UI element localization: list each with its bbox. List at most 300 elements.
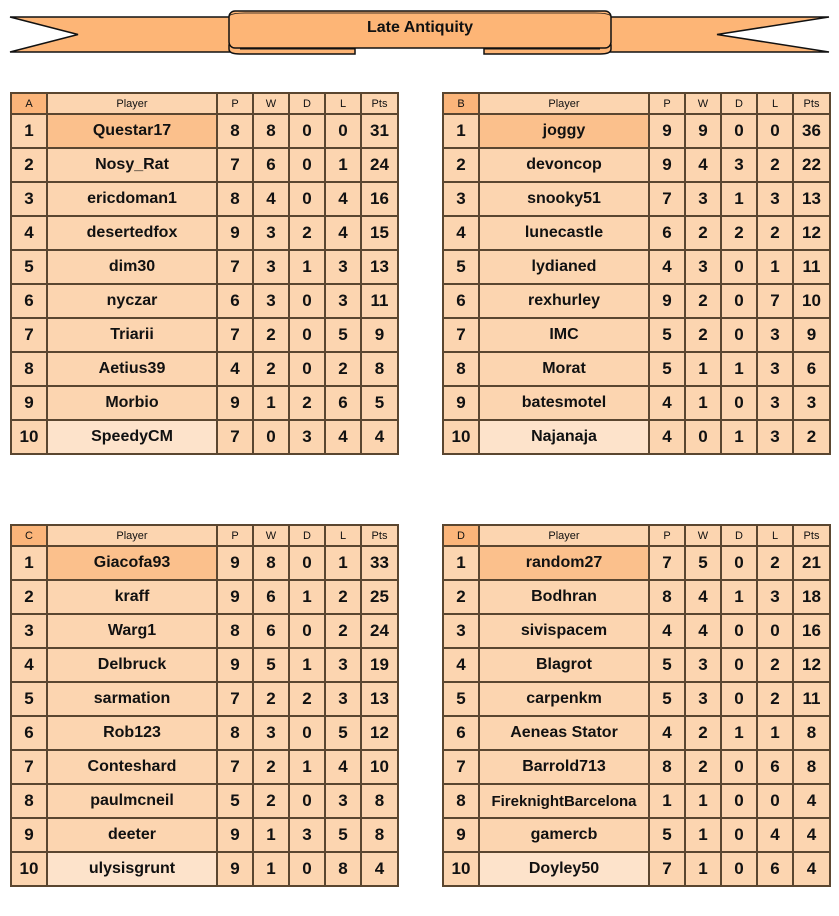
player-name: Questar17 <box>47 114 217 148</box>
played: 4 <box>217 352 253 386</box>
player-name: Barrold713 <box>479 750 649 784</box>
points: 4 <box>793 818 830 852</box>
played: 9 <box>217 818 253 852</box>
table-row <box>443 614 830 648</box>
points: 10 <box>361 750 398 784</box>
group-a-table <box>10 92 399 455</box>
lost: 2 <box>757 648 793 682</box>
lost: 4 <box>325 182 361 216</box>
player-name: Giacofa93 <box>47 546 217 580</box>
table-row <box>443 318 830 352</box>
points: 9 <box>793 318 830 352</box>
played: 8 <box>217 614 253 648</box>
played: 4 <box>649 614 685 648</box>
lost: 5 <box>325 318 361 352</box>
header-won: W <box>253 525 289 546</box>
points: 24 <box>361 148 398 182</box>
table-row <box>443 648 830 682</box>
player-name: random27 <box>479 546 649 580</box>
won: 1 <box>253 852 289 886</box>
table-row <box>11 750 398 784</box>
points: 4 <box>793 852 830 886</box>
player-name: IMC <box>479 318 649 352</box>
title-banner <box>0 0 839 60</box>
table-row <box>443 716 830 750</box>
points: 3 <box>793 386 830 420</box>
lost: 5 <box>325 818 361 852</box>
player-name: dim30 <box>47 250 217 284</box>
player-name: Morat <box>479 352 649 386</box>
rank: 2 <box>11 148 47 182</box>
played: 9 <box>217 580 253 614</box>
won: 2 <box>685 750 721 784</box>
player-name: ericdoman1 <box>47 182 217 216</box>
player-name: Blagrot <box>479 648 649 682</box>
table-row <box>11 648 398 682</box>
drawn: 1 <box>721 420 757 454</box>
won: 4 <box>685 580 721 614</box>
table-header-row <box>443 525 830 546</box>
played: 9 <box>649 284 685 318</box>
table-row <box>443 250 830 284</box>
player-name: gamercb <box>479 818 649 852</box>
drawn: 2 <box>289 386 325 420</box>
drawn: 0 <box>721 250 757 284</box>
rank: 2 <box>443 148 479 182</box>
points: 8 <box>361 784 398 818</box>
player-name: Aetius39 <box>47 352 217 386</box>
rank: 3 <box>11 614 47 648</box>
lost: 1 <box>757 250 793 284</box>
player-name: desertedfox <box>47 216 217 250</box>
table-row <box>443 216 830 250</box>
lost: 1 <box>325 546 361 580</box>
table-row <box>11 148 398 182</box>
lost: 3 <box>325 784 361 818</box>
drawn: 2 <box>289 682 325 716</box>
player-name: rexhurley <box>479 284 649 318</box>
rank: 1 <box>11 114 47 148</box>
points: 12 <box>793 216 830 250</box>
rank: 3 <box>443 614 479 648</box>
rank: 6 <box>11 284 47 318</box>
won: 9 <box>685 114 721 148</box>
lost: 6 <box>757 750 793 784</box>
table-row <box>443 750 830 784</box>
played: 7 <box>217 420 253 454</box>
header-drawn: D <box>721 525 757 546</box>
won: 3 <box>253 284 289 318</box>
header-played: P <box>649 93 685 114</box>
lost: 3 <box>757 386 793 420</box>
drawn: 0 <box>721 284 757 318</box>
points: 25 <box>361 580 398 614</box>
played: 8 <box>217 114 253 148</box>
played: 9 <box>217 648 253 682</box>
won: 2 <box>685 216 721 250</box>
table-row <box>443 852 830 886</box>
player-name: sivispacem <box>479 614 649 648</box>
rank: 1 <box>11 546 47 580</box>
played: 5 <box>649 318 685 352</box>
header-points: Pts <box>361 525 398 546</box>
header-drawn: D <box>289 525 325 546</box>
lost: 0 <box>757 614 793 648</box>
table-row <box>11 580 398 614</box>
rank: 6 <box>443 716 479 750</box>
played: 1 <box>649 784 685 818</box>
header-lost: L <box>325 525 361 546</box>
player-name: SpeedyCM <box>47 420 217 454</box>
won: 1 <box>253 386 289 420</box>
won: 2 <box>253 318 289 352</box>
header-player: Player <box>479 93 649 114</box>
won: 0 <box>685 420 721 454</box>
player-name: Triarii <box>47 318 217 352</box>
lost: 3 <box>325 682 361 716</box>
lost: 0 <box>757 114 793 148</box>
table-header-row <box>443 93 830 114</box>
won: 1 <box>685 352 721 386</box>
rank: 7 <box>11 318 47 352</box>
points: 22 <box>793 148 830 182</box>
player-name: Bodhran <box>479 580 649 614</box>
points: 5 <box>361 386 398 420</box>
header-lost: L <box>325 93 361 114</box>
player-name: Aeneas Stator <box>479 716 649 750</box>
points: 8 <box>361 818 398 852</box>
group-label: D <box>443 525 479 546</box>
rank: 10 <box>443 420 479 454</box>
lost: 2 <box>325 614 361 648</box>
points: 11 <box>793 250 830 284</box>
table-header-row <box>11 93 398 114</box>
player-name: Doyley50 <box>479 852 649 886</box>
rank: 5 <box>11 682 47 716</box>
points: 13 <box>361 682 398 716</box>
points: 11 <box>361 284 398 318</box>
drawn: 0 <box>289 352 325 386</box>
won: 6 <box>253 580 289 614</box>
won: 8 <box>253 546 289 580</box>
table-row <box>11 318 398 352</box>
lost: 6 <box>325 386 361 420</box>
player-name: ulysisgrunt <box>47 852 217 886</box>
points: 16 <box>361 182 398 216</box>
drawn: 1 <box>289 648 325 682</box>
rank: 3 <box>11 182 47 216</box>
drawn: 1 <box>289 580 325 614</box>
played: 8 <box>217 182 253 216</box>
won: 2 <box>685 318 721 352</box>
rank: 4 <box>443 648 479 682</box>
drawn: 3 <box>289 818 325 852</box>
rank: 7 <box>11 750 47 784</box>
points: 8 <box>793 716 830 750</box>
drawn: 0 <box>721 614 757 648</box>
lost: 4 <box>325 750 361 784</box>
lost: 3 <box>757 420 793 454</box>
won: 4 <box>685 614 721 648</box>
rank: 4 <box>11 216 47 250</box>
won: 6 <box>253 148 289 182</box>
played: 6 <box>649 216 685 250</box>
drawn: 0 <box>289 284 325 318</box>
player-name: Nosy_Rat <box>47 148 217 182</box>
drawn: 0 <box>289 784 325 818</box>
table-header-row <box>11 525 398 546</box>
table-row <box>11 284 398 318</box>
drawn: 0 <box>721 750 757 784</box>
points: 4 <box>361 420 398 454</box>
lost: 3 <box>757 352 793 386</box>
won: 1 <box>685 386 721 420</box>
points: 6 <box>793 352 830 386</box>
table-row <box>443 352 830 386</box>
header-played: P <box>649 525 685 546</box>
won: 3 <box>253 216 289 250</box>
played: 7 <box>217 318 253 352</box>
table-row <box>11 682 398 716</box>
points: 36 <box>793 114 830 148</box>
lost: 3 <box>757 182 793 216</box>
drawn: 0 <box>721 114 757 148</box>
drawn: 0 <box>289 318 325 352</box>
page-title: Late Antiquity <box>366 19 474 36</box>
table-row <box>11 352 398 386</box>
table-row <box>11 420 398 454</box>
drawn: 1 <box>721 580 757 614</box>
played: 7 <box>649 546 685 580</box>
drawn: 1 <box>721 716 757 750</box>
header-drawn: D <box>289 93 325 114</box>
header-played: P <box>217 93 253 114</box>
won: 1 <box>685 784 721 818</box>
lost: 3 <box>757 580 793 614</box>
played: 7 <box>217 148 253 182</box>
rank: 4 <box>11 648 47 682</box>
rank: 4 <box>443 216 479 250</box>
lost: 2 <box>757 682 793 716</box>
table-row <box>443 284 830 318</box>
won: 5 <box>685 546 721 580</box>
rank: 2 <box>443 580 479 614</box>
won: 2 <box>253 682 289 716</box>
lost: 0 <box>757 784 793 818</box>
player-name: devoncop <box>479 148 649 182</box>
header-drawn: D <box>721 93 757 114</box>
won: 6 <box>253 614 289 648</box>
won: 0 <box>253 420 289 454</box>
won: 1 <box>685 818 721 852</box>
played: 5 <box>649 682 685 716</box>
table-row <box>443 580 830 614</box>
lost: 2 <box>757 546 793 580</box>
player-name: nyczar <box>47 284 217 318</box>
played: 5 <box>217 784 253 818</box>
header-points: Pts <box>793 93 830 114</box>
lost: 3 <box>325 648 361 682</box>
player-name: paulmcneil <box>47 784 217 818</box>
lost: 2 <box>325 580 361 614</box>
player-name: lunecastle <box>479 216 649 250</box>
drawn: 2 <box>289 216 325 250</box>
header-lost: L <box>757 93 793 114</box>
points: 18 <box>793 580 830 614</box>
rank: 8 <box>11 784 47 818</box>
drawn: 0 <box>721 386 757 420</box>
rank: 9 <box>443 386 479 420</box>
points: 13 <box>361 250 398 284</box>
rank: 6 <box>11 716 47 750</box>
played: 8 <box>649 580 685 614</box>
points: 19 <box>361 648 398 682</box>
played: 4 <box>649 386 685 420</box>
rank: 7 <box>443 318 479 352</box>
player-name: deeter <box>47 818 217 852</box>
lost: 8 <box>325 852 361 886</box>
points: 4 <box>793 784 830 818</box>
won: 3 <box>685 250 721 284</box>
drawn: 1 <box>289 750 325 784</box>
played: 6 <box>217 284 253 318</box>
table-row <box>11 250 398 284</box>
drawn: 0 <box>721 852 757 886</box>
header-player: Player <box>47 93 217 114</box>
played: 9 <box>217 546 253 580</box>
points: 8 <box>361 352 398 386</box>
player-name: kraff <box>47 580 217 614</box>
won: 1 <box>253 818 289 852</box>
group-label: A <box>11 93 47 114</box>
table-row <box>443 818 830 852</box>
player-name: carpenkm <box>479 682 649 716</box>
drawn: 0 <box>289 614 325 648</box>
drawn: 0 <box>289 716 325 750</box>
played: 7 <box>649 852 685 886</box>
lost: 4 <box>757 818 793 852</box>
points: 11 <box>793 682 830 716</box>
played: 9 <box>217 386 253 420</box>
rank: 8 <box>443 352 479 386</box>
played: 5 <box>649 648 685 682</box>
drawn: 2 <box>721 216 757 250</box>
rank: 7 <box>443 750 479 784</box>
played: 4 <box>649 420 685 454</box>
table-row <box>443 148 830 182</box>
won: 2 <box>685 716 721 750</box>
won: 2 <box>253 352 289 386</box>
lost: 3 <box>325 284 361 318</box>
drawn: 3 <box>289 420 325 454</box>
drawn: 0 <box>289 546 325 580</box>
drawn: 1 <box>289 250 325 284</box>
lost: 1 <box>757 716 793 750</box>
player-name: Rob123 <box>47 716 217 750</box>
won: 2 <box>685 284 721 318</box>
points: 4 <box>361 852 398 886</box>
drawn: 0 <box>289 852 325 886</box>
player-name: Conteshard <box>47 750 217 784</box>
lost: 4 <box>325 216 361 250</box>
drawn: 0 <box>289 182 325 216</box>
played: 5 <box>649 818 685 852</box>
table-row <box>443 420 830 454</box>
table-row <box>11 216 398 250</box>
rank: 5 <box>443 250 479 284</box>
drawn: 0 <box>721 546 757 580</box>
played: 7 <box>217 250 253 284</box>
won: 5 <box>253 648 289 682</box>
rank: 8 <box>11 352 47 386</box>
points: 33 <box>361 546 398 580</box>
rank: 6 <box>443 284 479 318</box>
group-d-table <box>442 524 831 887</box>
table-row <box>11 114 398 148</box>
played: 9 <box>217 852 253 886</box>
lost: 0 <box>325 114 361 148</box>
table-row <box>443 386 830 420</box>
won: 3 <box>253 716 289 750</box>
player-name: Najanaja <box>479 420 649 454</box>
played: 7 <box>217 682 253 716</box>
table-row <box>11 784 398 818</box>
rank: 9 <box>11 818 47 852</box>
points: 13 <box>793 182 830 216</box>
table-row <box>443 784 830 818</box>
table-row <box>443 546 830 580</box>
player-name: sarmation <box>47 682 217 716</box>
won: 2 <box>253 784 289 818</box>
header-played: P <box>217 525 253 546</box>
drawn: 1 <box>721 182 757 216</box>
won: 2 <box>253 750 289 784</box>
drawn: 1 <box>721 352 757 386</box>
rank: 9 <box>443 818 479 852</box>
won: 8 <box>253 114 289 148</box>
drawn: 0 <box>721 318 757 352</box>
played: 5 <box>649 352 685 386</box>
rank: 10 <box>443 852 479 886</box>
rank: 8 <box>443 784 479 818</box>
drawn: 0 <box>289 114 325 148</box>
player-name: lydianed <box>479 250 649 284</box>
played: 8 <box>649 750 685 784</box>
points: 9 <box>361 318 398 352</box>
table-row <box>11 614 398 648</box>
won: 4 <box>685 148 721 182</box>
header-player: Player <box>47 525 217 546</box>
rank: 3 <box>443 182 479 216</box>
played: 7 <box>649 182 685 216</box>
drawn: 0 <box>289 148 325 182</box>
won: 4 <box>253 182 289 216</box>
points: 2 <box>793 420 830 454</box>
points: 24 <box>361 614 398 648</box>
points: 15 <box>361 216 398 250</box>
rank: 10 <box>11 852 47 886</box>
player-name: Morbio <box>47 386 217 420</box>
won: 1 <box>685 852 721 886</box>
drawn: 0 <box>721 784 757 818</box>
table-row <box>443 182 830 216</box>
won: 3 <box>253 250 289 284</box>
won: 3 <box>685 182 721 216</box>
group-c-table <box>10 524 399 887</box>
won: 3 <box>685 682 721 716</box>
table-row <box>443 682 830 716</box>
played: 9 <box>217 216 253 250</box>
